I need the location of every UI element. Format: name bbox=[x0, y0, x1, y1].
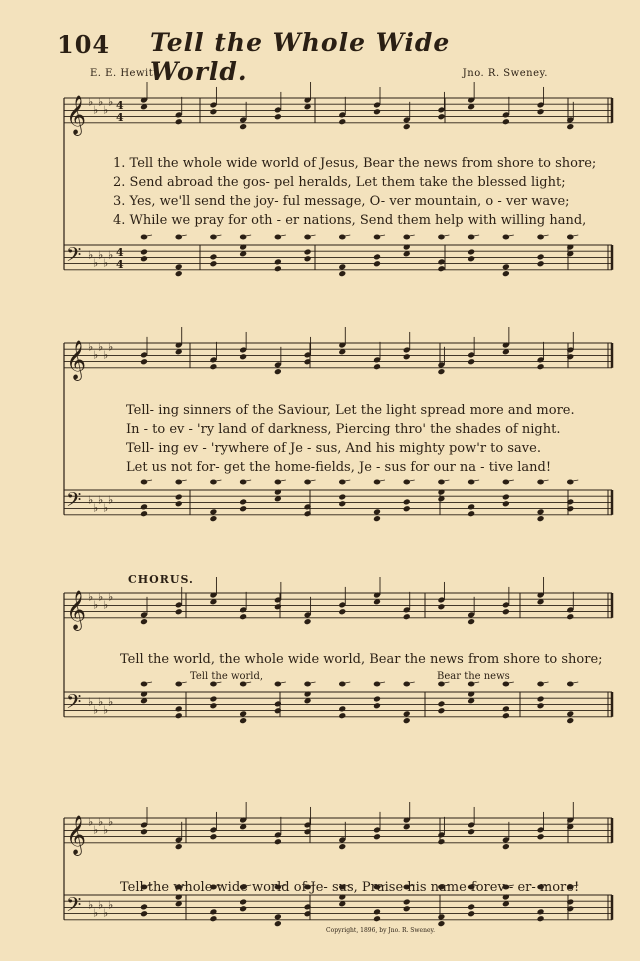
note-head bbox=[502, 118, 510, 125]
note-head bbox=[467, 618, 475, 625]
note-head bbox=[537, 515, 545, 522]
note-head bbox=[140, 358, 148, 365]
verse-2-line-1: 2. Send abroad the gos- pel heralds, Let them take the blessed light; bbox=[113, 175, 566, 190]
note-head bbox=[537, 363, 545, 370]
bass-clef: 𝄢 bbox=[66, 893, 82, 921]
note-head bbox=[467, 903, 475, 910]
hymn-title: Tell the Whole Wide World. bbox=[150, 28, 451, 86]
note-head bbox=[403, 613, 411, 620]
flat-sign: ♭ bbox=[103, 348, 109, 362]
note-head bbox=[175, 118, 183, 125]
lyricist-credit: E. E. Hewitt. bbox=[90, 68, 162, 79]
note-head bbox=[537, 915, 545, 922]
flat-sign: ♭ bbox=[108, 340, 114, 354]
flat-sign: ♭ bbox=[98, 493, 104, 507]
note-head bbox=[437, 368, 445, 375]
note-head bbox=[239, 123, 247, 130]
note-head bbox=[209, 363, 217, 370]
note-head bbox=[209, 908, 217, 915]
note-head bbox=[437, 920, 445, 927]
note-head bbox=[140, 828, 148, 835]
note-head bbox=[239, 710, 247, 717]
note-head bbox=[274, 913, 282, 920]
flat-sign: ♭ bbox=[108, 898, 114, 912]
flat-sign: ♭ bbox=[93, 256, 99, 270]
copyright-notice: Copyright, 1896, by Jno. R. Sweney. bbox=[326, 927, 436, 934]
note-head bbox=[338, 270, 346, 277]
note-head bbox=[537, 695, 545, 702]
note-head bbox=[467, 248, 475, 255]
note-head bbox=[403, 505, 411, 512]
flat-sign: ♭ bbox=[93, 598, 99, 612]
note-head bbox=[373, 260, 381, 267]
note-head bbox=[566, 613, 574, 620]
bass-clef: 𝄢 bbox=[66, 488, 82, 516]
flat-sign: ♭ bbox=[93, 348, 99, 362]
note-head bbox=[373, 833, 381, 840]
note-head bbox=[175, 270, 183, 277]
note-head bbox=[304, 618, 312, 625]
chorus-label: CHORUS. bbox=[128, 573, 194, 586]
note-head bbox=[304, 255, 312, 262]
note-head bbox=[373, 508, 381, 515]
note-head bbox=[274, 838, 282, 845]
note-head bbox=[140, 248, 148, 255]
note-head bbox=[274, 368, 282, 375]
flat-sign: ♭ bbox=[103, 906, 109, 920]
note-head bbox=[175, 705, 183, 712]
note-head bbox=[437, 700, 445, 707]
note-head bbox=[373, 702, 381, 709]
note-head bbox=[140, 618, 148, 625]
note-head bbox=[239, 717, 247, 724]
flat-sign: ♭ bbox=[98, 248, 104, 262]
treble-clef: 𝄞 bbox=[66, 340, 87, 380]
flat-sign: ♭ bbox=[103, 598, 109, 612]
flat-sign: ♭ bbox=[93, 501, 99, 515]
verse-4-line-1: 4. While we pray for oth - er nations, Send them help with willing hand, bbox=[113, 213, 587, 228]
note-head bbox=[175, 500, 183, 507]
note-head bbox=[502, 608, 510, 615]
note-head bbox=[467, 255, 475, 262]
flat-sign: ♭ bbox=[108, 248, 114, 262]
note-head bbox=[338, 500, 346, 507]
note-head bbox=[437, 603, 445, 610]
note-head bbox=[209, 702, 217, 709]
note-head bbox=[403, 498, 411, 505]
verse-1-line-2: Tell- ing sinners of the Saviour, Let the light spread more and more. bbox=[126, 403, 575, 418]
note-head bbox=[274, 258, 282, 265]
treble-clef: 𝄞 bbox=[66, 815, 87, 855]
time-signature: 4 bbox=[116, 246, 124, 259]
note-head bbox=[239, 898, 247, 905]
flat-sign: ♭ bbox=[103, 501, 109, 515]
flat-sign: ♭ bbox=[103, 823, 109, 837]
note-head bbox=[373, 908, 381, 915]
flat-sign: ♭ bbox=[88, 248, 94, 262]
flat-sign: ♭ bbox=[103, 703, 109, 717]
composer-credit: Jno. R. Sweney. bbox=[462, 68, 548, 79]
note-head bbox=[566, 717, 574, 724]
note-head bbox=[403, 353, 411, 360]
note-head bbox=[467, 503, 475, 510]
flat-sign: ♭ bbox=[93, 703, 99, 717]
note-head bbox=[373, 915, 381, 922]
flat-sign: ♭ bbox=[88, 340, 94, 354]
note-head bbox=[537, 508, 545, 515]
note-head bbox=[467, 510, 475, 517]
note-head bbox=[209, 515, 217, 522]
time-signature: 4 bbox=[116, 111, 124, 124]
note-head bbox=[338, 843, 346, 850]
flat-sign: ♭ bbox=[88, 493, 94, 507]
note-head bbox=[140, 910, 148, 917]
note-head bbox=[403, 898, 411, 905]
note-head bbox=[338, 712, 346, 719]
note-head bbox=[274, 113, 282, 120]
note-head bbox=[467, 358, 475, 365]
note-head bbox=[338, 608, 346, 615]
note-head bbox=[437, 113, 445, 120]
flat-sign: ♭ bbox=[98, 815, 104, 829]
note-head bbox=[209, 833, 217, 840]
flat-sign: ♭ bbox=[98, 590, 104, 604]
page-number: 104 bbox=[57, 30, 111, 59]
bass-clef: 𝄢 bbox=[66, 690, 82, 718]
flat-sign: ♭ bbox=[108, 493, 114, 507]
note-head bbox=[209, 695, 217, 702]
note-head bbox=[304, 248, 312, 255]
note-head bbox=[502, 843, 510, 850]
note-head bbox=[338, 493, 346, 500]
time-signature: 4 bbox=[116, 258, 124, 271]
flat-sign: ♭ bbox=[98, 95, 104, 109]
note-head bbox=[274, 700, 282, 707]
chorus-line-1: Tell the world, the whole wide world, Bear the news from shore to shore; bbox=[120, 652, 603, 667]
verse-3-line-1: 3. Yes, we'll send the joy- ful message, O- ver mountain, o - ver wave; bbox=[113, 194, 570, 209]
note-head bbox=[338, 118, 346, 125]
flat-sign: ♭ bbox=[93, 103, 99, 117]
note-head bbox=[403, 710, 411, 717]
note-head bbox=[274, 265, 282, 272]
bass-clef: 𝄢 bbox=[66, 243, 82, 271]
note-head bbox=[537, 908, 545, 915]
note-head bbox=[373, 253, 381, 260]
note-head bbox=[209, 108, 217, 115]
note-head bbox=[566, 710, 574, 717]
flat-sign: ♭ bbox=[108, 95, 114, 109]
note-head bbox=[502, 712, 510, 719]
flat-sign: ♭ bbox=[88, 815, 94, 829]
note-head bbox=[175, 843, 183, 850]
note-head bbox=[537, 833, 545, 840]
flat-sign: ♭ bbox=[98, 340, 104, 354]
note-head bbox=[437, 838, 445, 845]
flat-sign: ♭ bbox=[98, 898, 104, 912]
note-head bbox=[140, 510, 148, 517]
chorus-line-2: Tell the whole wide world of Je- sus, Praise his name forev - er- more! bbox=[120, 880, 580, 895]
note-head bbox=[140, 503, 148, 510]
flat-sign: ♭ bbox=[103, 103, 109, 117]
note-head bbox=[209, 253, 217, 260]
flat-sign: ♭ bbox=[88, 898, 94, 912]
flat-sign: ♭ bbox=[93, 823, 99, 837]
note-head bbox=[239, 505, 247, 512]
note-head bbox=[502, 705, 510, 712]
verse-3-line-2: Tell- ing ev - 'rywhere of Je - sus, And his mighty pow'r to save. bbox=[126, 441, 541, 456]
note-head bbox=[403, 905, 411, 912]
note-head bbox=[175, 263, 183, 270]
note-head bbox=[437, 265, 445, 272]
note-head bbox=[175, 608, 183, 615]
verse-4-line-2: Let us not for- get the home-fields, Je - sus for our na - tive land! bbox=[126, 460, 552, 475]
flat-sign: ♭ bbox=[93, 906, 99, 920]
treble-clef: 𝄞 bbox=[66, 95, 87, 135]
note-head bbox=[373, 363, 381, 370]
note-head bbox=[502, 500, 510, 507]
note-head bbox=[239, 613, 247, 620]
note-head bbox=[209, 260, 217, 267]
note-head bbox=[239, 498, 247, 505]
note-head bbox=[566, 123, 574, 130]
flat-sign: ♭ bbox=[108, 815, 114, 829]
verse-1-line-1: 1. Tell the whole wide world of Jesus, Bear the news from shore to shore; bbox=[113, 156, 597, 171]
note-head bbox=[373, 108, 381, 115]
flat-sign: ♭ bbox=[108, 695, 114, 709]
note-head bbox=[467, 910, 475, 917]
note-head bbox=[239, 353, 247, 360]
note-head bbox=[537, 253, 545, 260]
flat-sign: ♭ bbox=[108, 590, 114, 604]
flat-sign: ♭ bbox=[98, 695, 104, 709]
note-head bbox=[140, 903, 148, 910]
flat-sign: ♭ bbox=[88, 95, 94, 109]
note-head bbox=[338, 705, 346, 712]
note-head bbox=[175, 493, 183, 500]
note-head bbox=[437, 258, 445, 265]
note-head bbox=[437, 913, 445, 920]
note-head bbox=[502, 270, 510, 277]
note-head bbox=[537, 702, 545, 709]
verse-2-line-2: In - to ev - 'ry land of darkness, Piercing thro' the shades of night. bbox=[126, 422, 561, 437]
note-head bbox=[467, 828, 475, 835]
note-head bbox=[175, 712, 183, 719]
flat-sign: ♭ bbox=[88, 590, 94, 604]
treble-clef: 𝄞 bbox=[66, 590, 87, 630]
note-head bbox=[239, 905, 247, 912]
note-head bbox=[373, 695, 381, 702]
note-head bbox=[209, 508, 217, 515]
note-head bbox=[403, 123, 411, 130]
note-head bbox=[537, 108, 545, 115]
note-head bbox=[502, 263, 510, 270]
note-head bbox=[140, 255, 148, 262]
note-head bbox=[437, 707, 445, 714]
note-head bbox=[274, 920, 282, 927]
flat-sign: ♭ bbox=[88, 695, 94, 709]
note-head bbox=[537, 260, 545, 267]
note-head bbox=[373, 515, 381, 522]
note-head bbox=[403, 717, 411, 724]
flat-sign: ♭ bbox=[103, 256, 109, 270]
note-head bbox=[338, 263, 346, 270]
chorus-echo-1: Tell the world, bbox=[190, 671, 264, 682]
note-head bbox=[274, 603, 282, 610]
time-signature: 4 bbox=[116, 99, 124, 112]
note-head bbox=[502, 493, 510, 500]
chorus-echo-2: Bear the news bbox=[437, 671, 510, 682]
note-head bbox=[209, 915, 217, 922]
note-head bbox=[274, 707, 282, 714]
